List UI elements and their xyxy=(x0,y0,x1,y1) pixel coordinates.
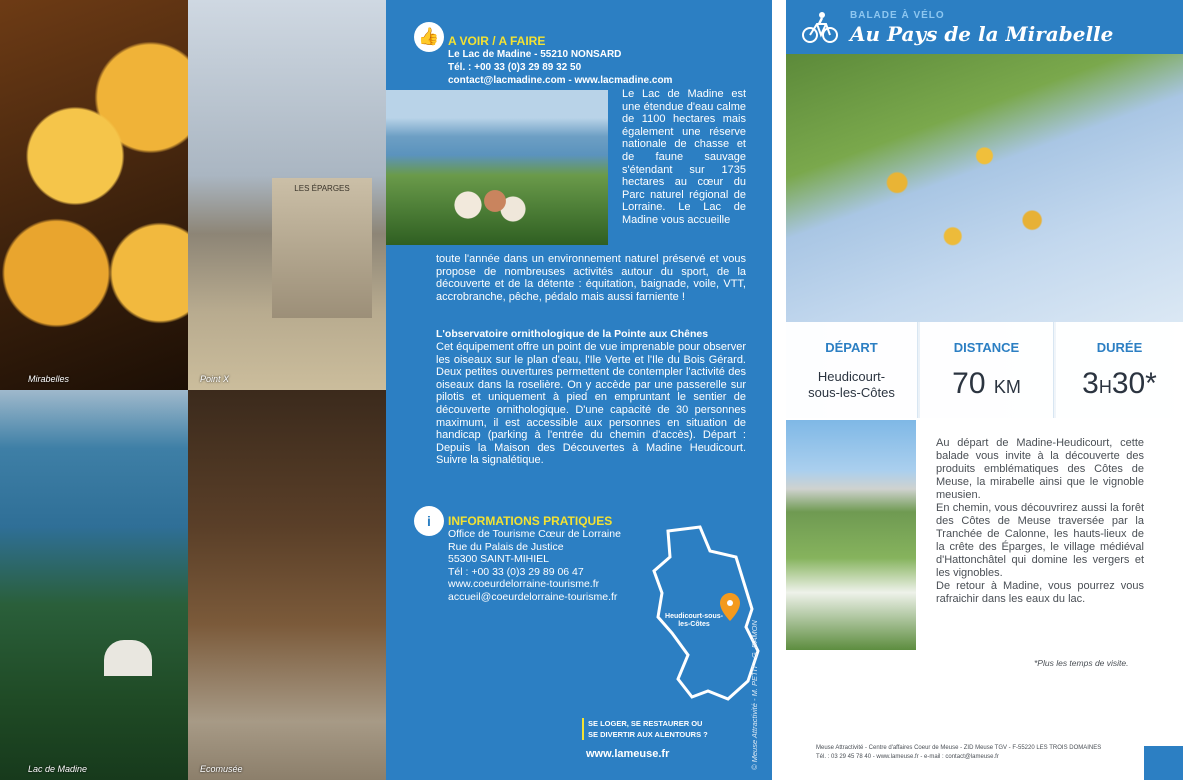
duree-value xyxy=(1056,367,1183,401)
mirabelle-tree-photo xyxy=(786,54,1183,322)
distance-number: 70 xyxy=(952,367,986,400)
stat-distance xyxy=(920,322,1054,418)
desc-para-1: Au départ de Madine-Heudicourt, cette balade vous invite à la découverte des produits emblématiques des Côtes de Meuse, la mirabelle ainsi que le vignoble meusien. xyxy=(936,437,1144,501)
lac-de-madine-photo xyxy=(0,390,188,780)
a-voir-title: A VOIR / A FAIRE xyxy=(448,34,546,48)
duree-label: DURÉE xyxy=(1096,340,1143,355)
route-kicker: BALADE À VÉLO xyxy=(850,10,945,21)
monument-inscription: LES ÉPARGES xyxy=(294,184,350,193)
depart-line-1: Heudicourt- xyxy=(817,369,886,384)
a-voir-contact xyxy=(448,48,672,87)
distance-unit: KM xyxy=(993,377,1021,397)
village-roofs xyxy=(441,185,531,225)
loger-line-2: SE DIVERTIR AUX ALENTOURS ? xyxy=(588,730,708,739)
point-x-photo xyxy=(188,0,386,390)
duree-hour-unit: H xyxy=(1098,377,1112,397)
photo-caption: Mirabelles xyxy=(28,374,70,384)
photo-credit: © Meuse Attractivité - M. PETIT - G. RAMON xyxy=(750,620,759,770)
stat-depart xyxy=(786,322,918,418)
photo-caption: Point X xyxy=(200,374,230,384)
photo-caption: Ecomusée xyxy=(200,764,243,774)
observatoire-title: L'observatoire ornithologique de la Pointe aux Chênes xyxy=(436,328,709,340)
map-location-label: Heudicourt-sous-les-Côtes xyxy=(665,613,723,628)
monument xyxy=(272,178,372,318)
info-city: 55300 SAINT-MIHIEL xyxy=(448,553,549,566)
corner-block xyxy=(1144,746,1183,780)
duration-note: *Plus les temps de visite. xyxy=(1034,658,1129,668)
info-column xyxy=(386,0,772,780)
stat-duree xyxy=(1056,322,1183,418)
thumbs-up-icon: 👍 xyxy=(414,22,444,52)
ecomusee-photo xyxy=(188,390,386,780)
duree-hours: 3 xyxy=(1082,367,1099,400)
footer-line-2: Tél. : 03 29 45 78 40 - www.lameuse.fr - e-mail : contact@lameuse.fr xyxy=(816,753,999,760)
info-phone: Tél : +00 33 (0)3 29 89 06 47 xyxy=(448,565,584,578)
info-email[interactable]: accueil@coeurdelorraine-tourisme.fr xyxy=(448,590,618,603)
lac-description-wrap: Le Lac de Madine est une étendue d'eau calme de 1100 hectares mais également une réserve nationale de chasse et de faune sauvage s'étendant sur 1735 hectares au cœur du Parc naturel régional de Lorraine. Le Lac de Madine vous accueille xyxy=(622,88,746,226)
contact-address: Le Lac de Madine - 55210 NONSARD xyxy=(448,49,622,60)
route-title: Au Pays de la Mirabelle xyxy=(850,22,1114,46)
memorial-building xyxy=(104,640,152,676)
info-icon: i xyxy=(414,506,444,536)
footer-address xyxy=(816,744,1101,761)
distance-value xyxy=(920,367,1053,401)
village-orchard-photo xyxy=(786,420,916,650)
loger-line-1: SE LOGER, SE RESTAURER OU xyxy=(588,719,703,728)
lake-aerial-photo xyxy=(386,90,608,245)
route-description xyxy=(936,437,1144,606)
desc-para-2: En chemin, vous découvrirez aussi la forêt des Côtes de Meuse traversée par la Tranchée de Calonne, les hauts-lieux de la crête des Éparges, le village médiéval d'Hattonchâtel qui domine les vergers et les vignobles. xyxy=(936,502,1144,579)
desc-para-3: De retour à Madine, vous pourrez vous rafraichir dans les eaux du lac. xyxy=(936,580,1144,605)
mirabelles-photo xyxy=(0,0,188,390)
infos-title: INFORMATIONS PRATIQUES xyxy=(448,514,613,528)
info-office: Office de Tourisme Cœur de Lorraine xyxy=(448,528,621,540)
footer-line-1: Meuse Attractivité - Centre d'affaires Coeur de Meuse - ZID Meuse TGV - F-55220 LES TROIS DOMAINES xyxy=(816,745,1102,751)
contact-phone: Tél. : +00 33 (0)3 29 89 32 50 xyxy=(448,62,582,73)
bicycle-icon xyxy=(800,8,840,48)
info-website[interactable]: www.coeurdelorraine-tourisme.fr xyxy=(448,578,600,591)
lameuse-link[interactable]: www.lameuse.fr xyxy=(586,748,670,760)
depart-value xyxy=(786,369,917,401)
depart-line-2: sous-les-Côtes xyxy=(808,385,895,400)
distance-label: DISTANCE xyxy=(953,340,1020,355)
lac-description-cont: toute l'année dans un environnement naturel préservé et vous propose de nombreuses activités autour du sport, de la découverte et de la détente : équitation, baignade, voile, VTT, accrobranche, pêche, pédalo mais aussi farniente ! xyxy=(436,253,746,303)
info-street: Rue du Palais de Justice xyxy=(448,540,564,553)
route-header xyxy=(786,0,1183,54)
depart-label: DÉPART xyxy=(825,340,878,355)
observatoire-text: Cet équipement offre un point de vue imprenable pour observer les oiseaux sur le plan d'eau, l'Ile Verte et l'Ile du Bois Gérard. Deux petites ouvertures permettent de contempler l'activité des oiseaux dans la roselière. On y accède par une passerelle sur pilotis et uniquement à pied en empruntant le sentier de découverte ornithologique. D'une capacité de 30 personnes maximum, il est accessible aux personnes en situation de handicap (parking à l'entrée du chemin d'accès). Départ : Depuis la Maison des Découvertes à Madine Heudicourt. Suivre la signalétique. xyxy=(436,341,746,467)
loger-prompt xyxy=(582,718,708,740)
infos-lines xyxy=(448,528,621,604)
duree-minutes: 30* xyxy=(1111,367,1157,400)
photo-caption: Lac de Madine xyxy=(28,764,88,774)
contact-web[interactable]: contact@lacmadine.com - www.lacmadine.com xyxy=(448,75,673,86)
